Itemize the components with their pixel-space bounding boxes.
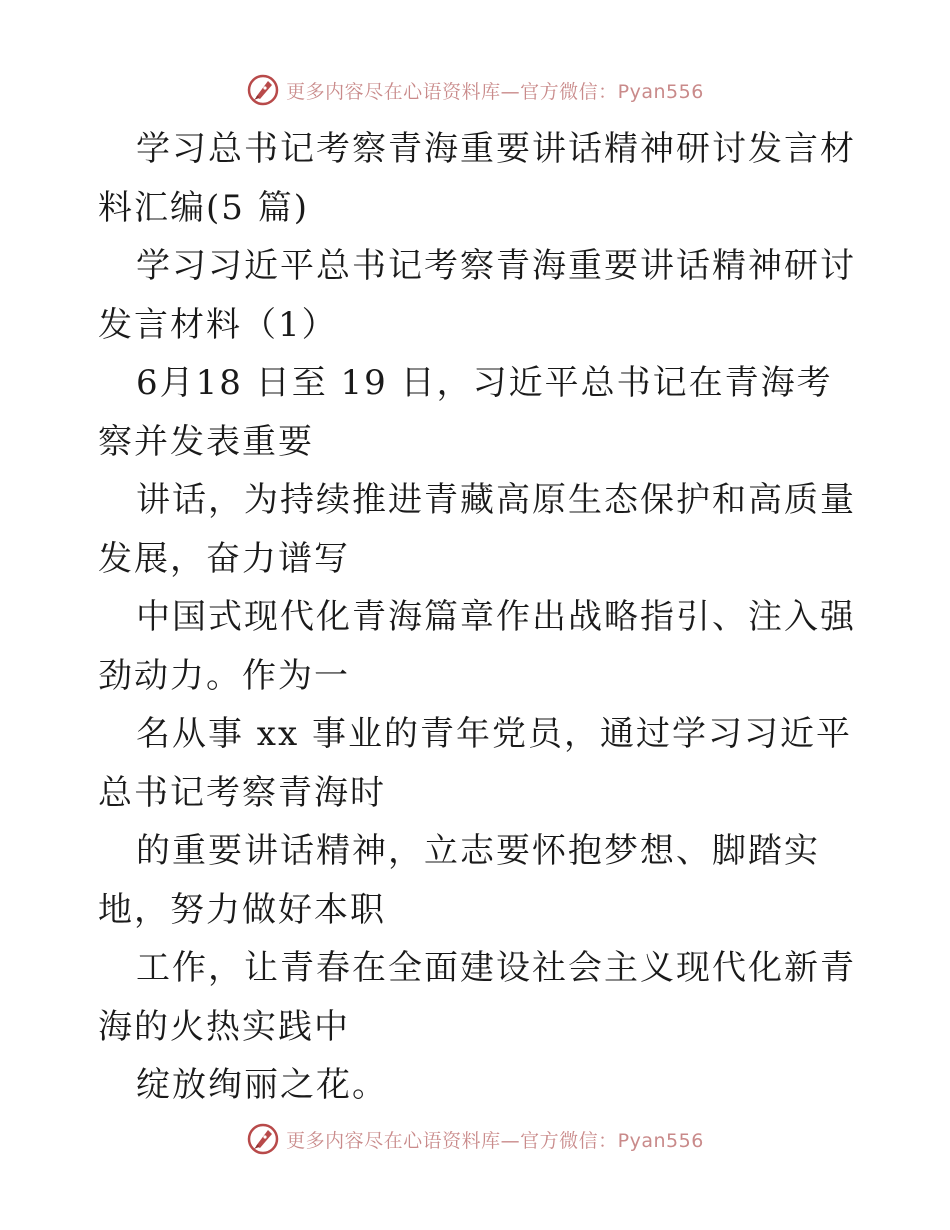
body-paragraph: 中国式现代化青海篇章作出战略指引、注入强劲动力。作为一 bbox=[98, 597, 856, 696]
pen-nib-logo-icon bbox=[246, 1122, 280, 1156]
watermark-text: 更多内容尽在心语资料库—官方微信：Pyan556 bbox=[286, 1129, 704, 1152]
body-paragraph: 名从事 xx 事业的青年党员，通过学习习近平总书记考察青海时 bbox=[98, 714, 852, 813]
watermark-text: 更多内容尽在心语资料库—官方微信：Pyan556 bbox=[286, 80, 704, 103]
document-title: 学习总书记考察青海重要讲话精神研讨发言材料汇编(5 篇) bbox=[98, 129, 856, 228]
body-paragraph: 绽放绚丽之花。 bbox=[136, 1065, 388, 1105]
body-paragraph: 讲话，为持续推进青藏高原生态保护和高质量发展，奋力谱写 bbox=[98, 480, 856, 579]
document-subtitle: 学习习近平总书记考察青海重要讲话精神研讨发言材料（1） bbox=[98, 246, 856, 345]
document-body bbox=[98, 120, 858, 1115]
pen-nib-logo-icon bbox=[246, 73, 280, 107]
body-paragraph: 6月18 日至 19 日，习近平总书记在青海考察并发表重要 bbox=[98, 363, 833, 462]
footer-watermark bbox=[0, 1119, 950, 1159]
body-paragraph: 工作，让青春在全面建设社会主义现代化新青海的火热实践中 bbox=[98, 948, 856, 1047]
header-watermark bbox=[0, 70, 950, 110]
body-paragraph: 的重要讲话精神，立志要怀抱梦想、脚踏实地，努力做好本职 bbox=[98, 831, 820, 930]
